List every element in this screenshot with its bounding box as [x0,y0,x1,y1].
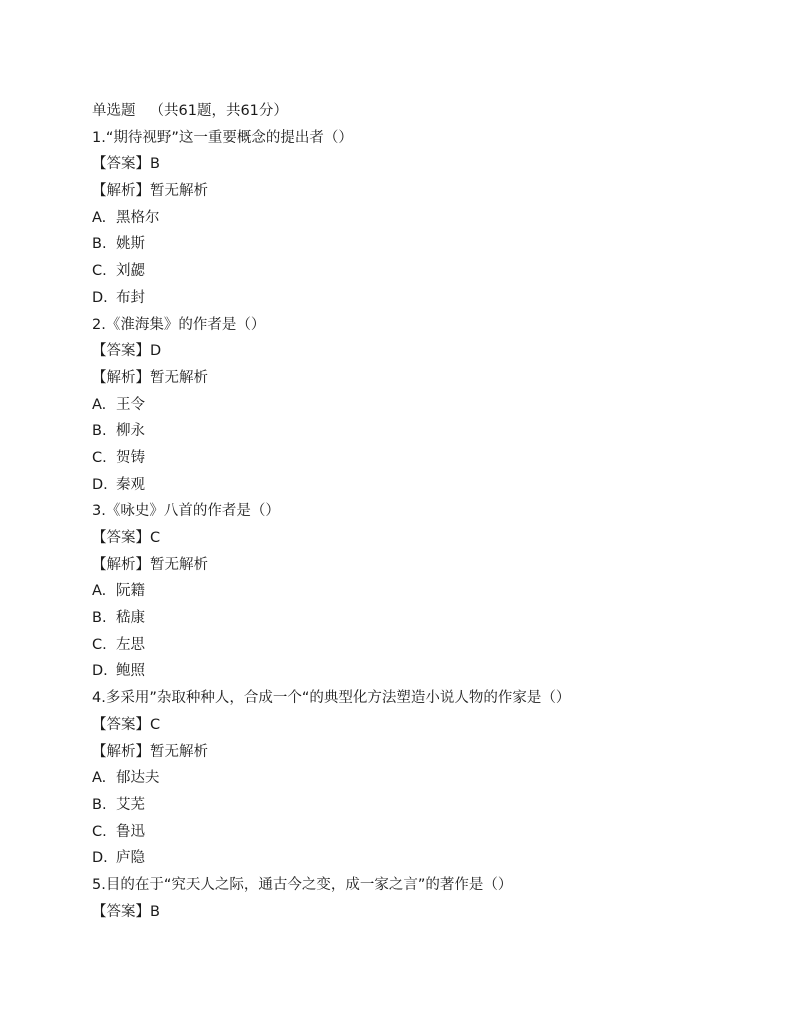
analysis-line [92,552,732,579]
option-text: 黑格尔 [116,209,160,226]
answer-line [92,151,732,178]
section-title [92,98,732,125]
option-line [92,578,732,605]
option-line [92,845,732,872]
option-letter: C. [92,263,107,280]
option-line [92,819,732,846]
section-type: 单选题 [92,103,136,119]
option-line [92,632,732,659]
question-stem: 2.《淮海集》的作者是（） [92,316,266,333]
option-letter: A. [92,396,107,413]
option-text: 刘勰 [116,263,145,280]
option-text: 鲍照 [116,663,145,680]
analysis-label: 【解析】 [92,743,150,760]
option-line [92,765,732,792]
option-letter: B. [92,423,107,440]
analysis-line [92,178,732,205]
document-page [92,98,732,925]
option-letter: A. [92,770,107,787]
answer-line [92,712,732,739]
option-line [92,205,732,232]
analysis-value: 暂无解析 [150,743,208,760]
question-stem: 4.多采用”杂取种种人，合成一个“的典型化方法塑造小说人物的作家是（） [92,690,571,707]
option-text: 鲁迅 [116,823,145,840]
analysis-label: 【解析】 [92,556,150,573]
option-text: 左思 [116,636,145,653]
analysis-line [92,365,732,392]
option-text: 秦观 [116,476,145,493]
answer-line [92,899,732,926]
option-text: 贺铸 [116,449,145,466]
analysis-label: 【解析】 [92,369,150,386]
option-text: 嵇康 [116,610,145,627]
option-text: 柳永 [116,423,145,440]
option-letter: B. [92,610,107,627]
option-letter: A. [92,209,107,226]
answer-value: C [150,530,161,546]
option-letter: C. [92,636,107,653]
answer-line [92,525,732,552]
option-text: 庐隐 [116,850,145,867]
option-text: 王令 [116,396,145,413]
answer-label: 【答案】 [92,903,150,920]
question-stem: 5.目的在于“究天人之际，通古今之变，成一家之言”的著作是（） [92,876,513,893]
option-text: 姚斯 [116,236,145,253]
option-line [92,258,732,285]
option-letter: D. [92,663,108,680]
option-line [92,231,732,258]
analysis-value: 暂无解析 [150,556,208,573]
option-text: 艾芜 [116,796,145,813]
answer-value: C [150,716,161,733]
option-letter: D. [92,476,108,493]
option-text: 郁达夫 [116,770,160,787]
analysis-line [92,739,732,766]
option-line [92,392,732,419]
option-letter: A. [92,583,107,600]
answer-label: 【答案】 [92,343,150,360]
analysis-value: 暂无解析 [150,369,208,386]
option-letter: B. [92,796,107,813]
answer-label: 【答案】 [92,530,150,546]
option-line [92,605,732,632]
option-line [92,285,732,312]
answer-line [92,338,732,365]
option-letter: D. [92,850,108,867]
answer-label: 【答案】 [92,156,150,173]
option-line [92,418,732,445]
option-text: 布封 [116,289,145,306]
answer-value: B [150,903,160,920]
question-stem: 3.《咏史》八首的作者是（） [92,503,280,520]
option-line [92,658,732,685]
option-line [92,445,732,472]
option-line [92,792,732,819]
analysis-value: 暂无解析 [150,183,208,200]
option-letter: C. [92,823,107,840]
answer-value: B [150,156,160,173]
analysis-label: 【解析】 [92,183,150,200]
option-letter: D. [92,289,108,306]
option-text: 阮籍 [116,583,145,600]
question-stem: 1.“期待视野”这一重要概念的提出者（） [92,129,353,146]
section-count: （共61题，共61分） [149,103,288,119]
answer-value: D [150,343,162,360]
option-line [92,472,732,499]
option-letter: B. [92,236,107,253]
option-letter: C. [92,449,107,466]
answer-label: 【答案】 [92,716,150,733]
